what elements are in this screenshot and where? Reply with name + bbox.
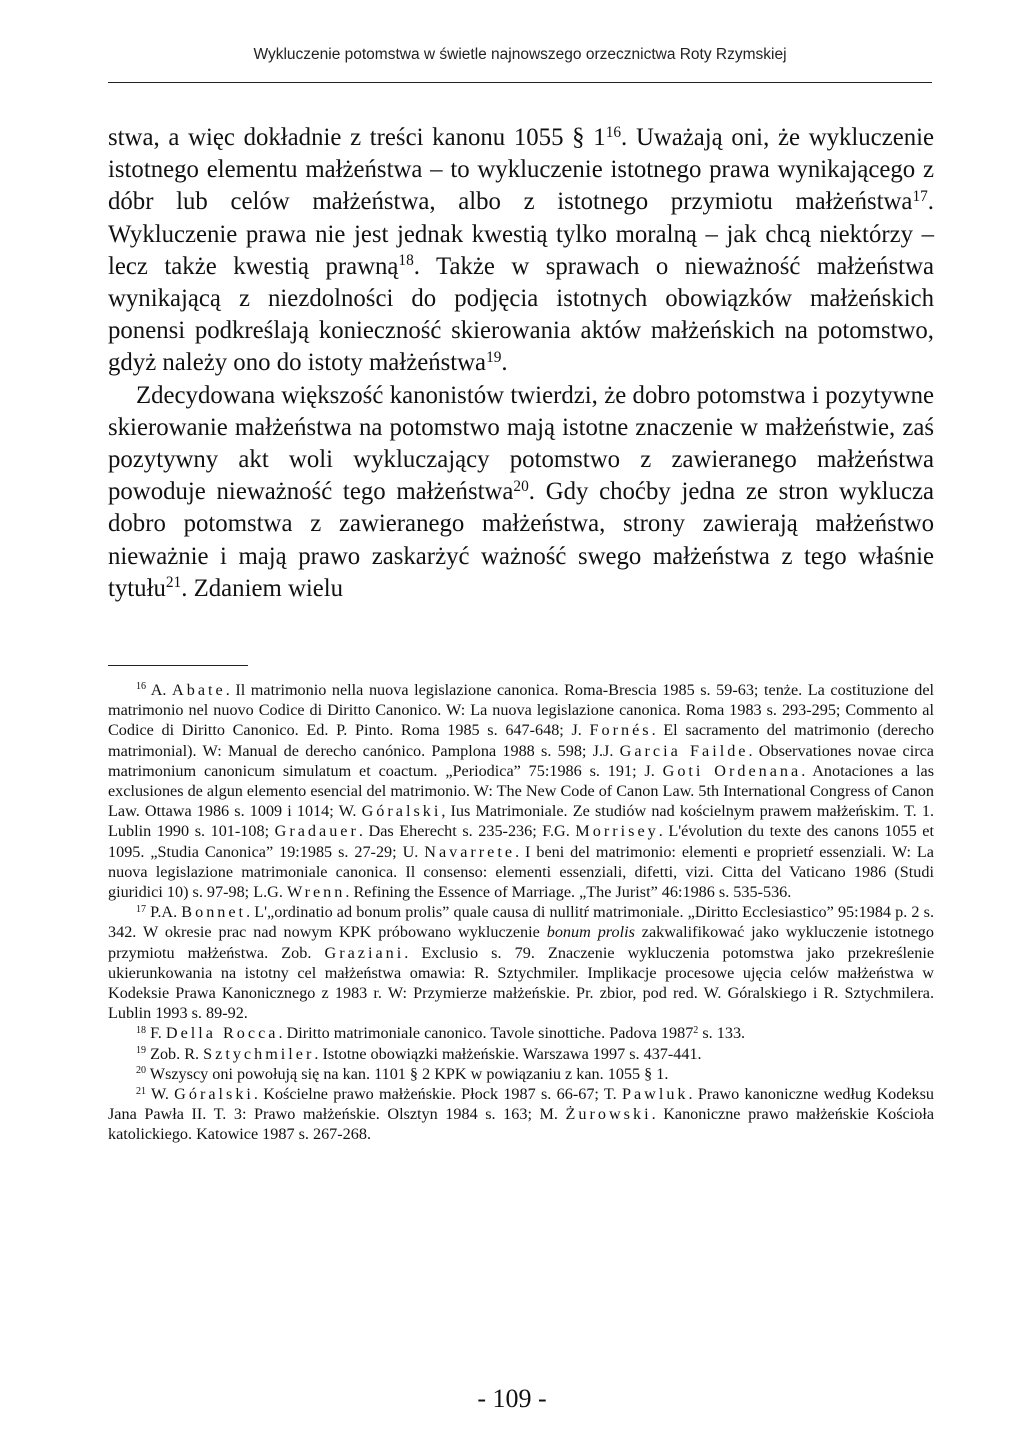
note-ref: 19 bbox=[486, 348, 502, 366]
main-text bbox=[108, 122, 934, 605]
footnote-17: $^{17}$ P.A. Bonnet. L'„ordinatio ad bonum prolis” quale causa di nullitŕ matrimoniale. „Diritto Ecclesiastico” 95:1984 p. 2 s. 342. W okresie prac nad nowym KPK próbowano wykluczenie bonum prolis zakwalifikować jako wykluczenie istotnego przymiotu małżeństwa. Zob. Graziani. Exclusio s. 79. Znaczenie wykluczenia potomstwa jako przekreślenie ukierunkowania na istotny cel małżeństwa omawia: R. Sztychmiler. Implikacje procesowe ujęcia celów małżeństwa w Kodeksie Prawa Kanonicznego z 1983 r. W: Przymierze małżeńskie. Pr. zbior, pod red. W. Góralskiego i R. Sztychmilera. Lublin 1993 s. 89-92. bbox=[108, 903, 934, 1023]
note-ref: 16 bbox=[605, 123, 622, 141]
page-number: - 109 - bbox=[477, 1384, 547, 1413]
footnote-18: $^{18}$ F. Della Rocca. Diritto matrimoniale canonico. Tavole sinottiche. Padova 1987$^2$ s. 133. bbox=[136, 1024, 746, 1043]
footnote-divider bbox=[108, 665, 248, 666]
note-ref: 20 bbox=[513, 477, 529, 495]
paragraph-1: stwa, a więc dokładnie z treści kanonu 1055 § $1^{16}$. Uważają oni, że wykluczenie istotnego elementu małżeństwa – to wykluczenie istotnego prawa wynikającego z dóbr lub celów małżeństwa, albo z istotnego przymiotu małżeństwa$^{17}$. Wykluczenie prawa nie jest jednak kwestią tylko moralną – jak chcą niektórzy – lecz także kwestią prawną$^{18}$. Także w sprawach o nieważność małżeństwa wynikającą z niezdolności do podjęcia istotnych obowiązków małżeńskich ponensi podkreślają konieczność skierowania aktów małżeńskich na potomstwo, gdyż należy ono do istoty małżeństwa$^{19}$. bbox=[108, 123, 934, 377]
paragraph-2: Zdecydowana większość kanonistów twierdzi, że dobro potomstwa i pozytywne skierowanie małżeństwa na potomstwo mają istotne znaczenie w małżeństwie, zaś pozytywny akt woli wykluczający potomstwo z zawieranego małżeństwa powoduje nieważność tego małżeństwa$^{20}$. Gdy choćby jedna ze stron wyklucza dobro potomstwa z zawieranego małżeństwa, strony zawierają małżeństwo nieważnie i mają prawo zaskarżyć ważność swego małżeństwa z tego właśnie tytułu$^{21}$. Zdaniem wielu bbox=[108, 381, 934, 602]
note-ref: 21 bbox=[165, 574, 182, 592]
footnote-20: $^{20}$ Wszyscy oni powołują się na kan. 1101 § 2 KPK w powiązaniu z kan. 1055 § 1. bbox=[136, 1064, 669, 1083]
running-header: Wykluczenie potomstwa w świetle najnowszego orzecznictwa Roty Rzymskiej bbox=[253, 46, 787, 63]
footnote-16: $^{16}$ A. Abate. Il matrimonio nella nuova legislazione canonica. Roma-Brescia 1985 s. 59-63; tenże. La costituzione del matrimonio nel nuovo Codice di Diritto Canonico. W: La nuova legislazione canonica. Roma 1983 s. 293-295; Commento al Codice di Diritto Canonico. Ed. P. Pinto. Roma 1985 s. 647-648; J. Fornés. El sacramento del matrimonio (derecho matrimonial). W: Manual de derecho canónico. Pamplona 1988 s. 598; J.J. Garcia Failde. Observationes novae circa matrimonium canonicum simulatum et coactum. „Periodica” 75:1986 s. 191; J. Goti Ordenana. Anotaciones a las exclusiones de algun elemento esencial del matrimonio. W: The New Code of Canon Law. 5th International Congress of Canon Law. Ottawa 1986 s. 1009 i 1014; W. Góralski, Ius Matrimoniale. Ze studiów nad kościelnym prawem małżeńskim. T. 1. Lublin 1990 s. 101-108; Gradauer. Das Eherecht s. 235-236; F.G. Morrisey. L'évolution du texte des canons 1055 et 1095. „Studia Canonica” 19:1985 s. 27-29; U. Navarrete. I beni del matrimonio: elementi e proprietŕ essenziali. W: La nuova legislazione matrimoniale canonica. Il consenso: elementi essenziali, difetti, vizi. Citta del Vaticano 1986 (Studi giuridici 10) s. 97-98; L.G. Wrenn. Refining the Essence of Marriage. „The Jurist” 46:1986 s. 535-536. bbox=[108, 681, 935, 902]
note-ref: 18 bbox=[398, 252, 414, 270]
header-divider bbox=[108, 82, 932, 83]
note-ref: 17 bbox=[912, 187, 928, 205]
footnote-19: $^{19}$ Zob. R. Sztychmiler. Istotne obowiązki małżeńskie. Warszawa 1997 s. 437-441. bbox=[136, 1044, 702, 1063]
footnotes bbox=[108, 680, 934, 1145]
footnote-21: $^{21}$ W. Góralski. Kościelne prawo małżeńskie. Płock 1987 s. 66-67; T. Pawluk. Prawo kanoniczne według Kodeksu Jana Pawła II. T. 3: Prawo małżeńskie. Olsztyn 1984 s. 163; M. Żurowski. Kanoniczne prawo małżeńskie Kościoła katolickiego. Katowice 1987 s. 267-268. bbox=[108, 1085, 935, 1144]
